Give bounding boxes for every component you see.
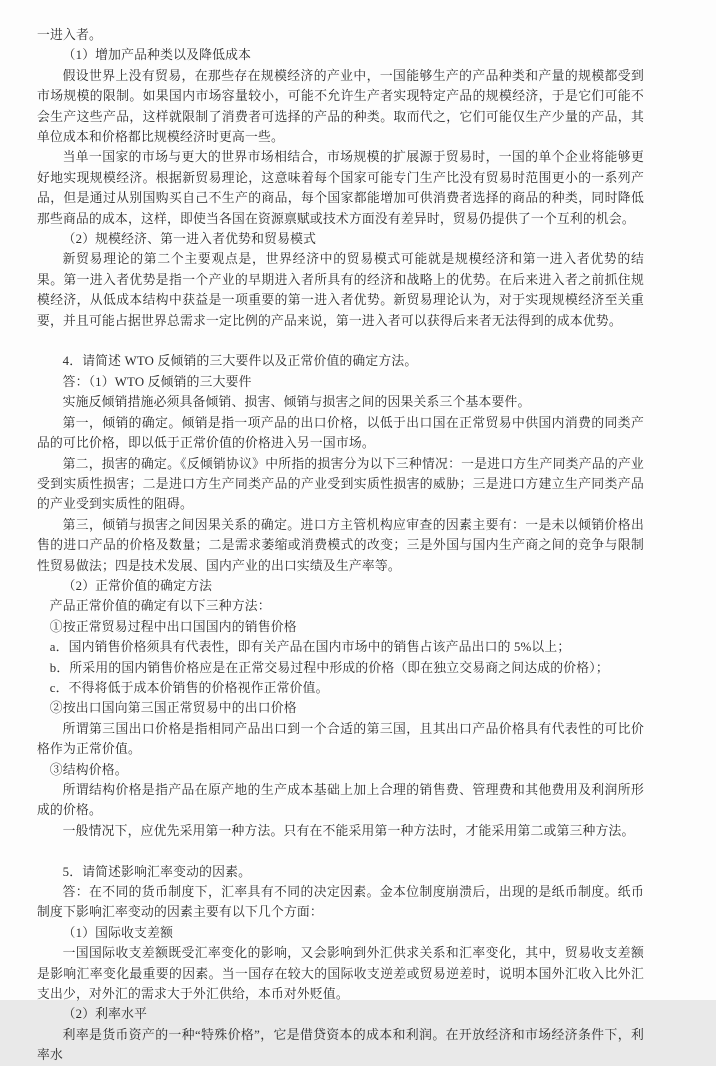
paragraph: 所谓第三国出口价格是指相同产品出口到一个合适的第三国，且其出口产品价格具有代表性的可比价格作为正常价值。: [37, 721, 644, 757]
list-item-a: a．国内销售价格须具有代表性，即有关产品在国内市场中的销售占该产品出口的 5%以上；: [49, 640, 571, 655]
subheading-1-add-variety-reduce-cost: （1）增加产品种类以及降低成本: [62, 48, 252, 63]
paragraph-last-clipped: 利率是货币资产的一种“特殊价格”，它是借贷资本的成本和利润。在开放经济和市场经济条件下，利率水: [37, 1027, 644, 1063]
section-gap: [37, 841, 644, 861]
paragraph: 当单一国家的市场与更大的世界市场相结合，市场规模的扩展源于贸易时，一国的单个企业将能够更好地实现规模经济。根据新贸易理论，这意味着每个国家可能专门生产比没有贸易时范围更小的一系列产品，但是通过从别国购买自己不生产的商品，每个国家都能增加可供消费者选择的商品的种类，同时降低那些商品的成本，这样，即使当各国在资源禀赋或技术方面没有差异时，贸易仍提供了一个互利的机会。: [37, 150, 644, 226]
question-4-title: 4．请简述 WTO 反倾销的三大要件以及正常价值的确定方法。: [62, 354, 418, 369]
list-item-method-3: ③结构价格。: [49, 762, 128, 777]
list-item-c: c．不得将低于成本价销售的价格视作正常价值。: [49, 680, 329, 695]
paragraph: 一般情况下，应优先采用第一种方法。只有在不能采用第一种方法时，才能采用第二或第三种方法。: [62, 823, 635, 838]
paragraph: 新贸易理论的第二个主要观点是，世界经济中的贸易模式可能就是规模经济和第一进入者优势的结果。第一进入者优势是指一个产业的早期进入者所具有的经济和战略上的优势。在后来进入者之前抓住规模经济，从低成本结构中获益是一项重要的第一进入者优势。新贸易理论认为，对于实现规模经济至关重要，并且可能占据世界总需求一定比例的产品来说，第一进入者可以获得后来者无法得到的成本优势。: [37, 252, 644, 328]
paragraph: 答：在不同的货币制度下，汇率具有不同的决定因素。金本位制度崩溃后，出现的是纸币制度。纸币制度下影响汇率变动的因素主要有以下几个方面：: [37, 885, 644, 920]
subheading-2-scale-economies-first-mover: （2）规模经济、第一进入者优势和贸易模式: [62, 232, 317, 247]
paragraph: 实施反倾销措施必须具备倾销、损害、倾销与损害之间的因果关系三个基本要件。: [62, 395, 531, 410]
section-gap: [37, 331, 644, 351]
subheading-normal-value-methods: （2）正常价值的确定方法: [62, 578, 213, 593]
paragraph: 所谓结构价格是指产品在原产地的生产成本基础上加上合理的销售费、管理费和其他费用及利润所形成的价格。: [37, 783, 644, 818]
paragraph: 第一，倾销的确定。倾销是指一项产品的出口价格，以低于出口国在正常贸易中供国内消费的同类产品的可比价格，即以低于正常价值的价格进入另一国市场。: [37, 415, 644, 451]
answer-4-heading: 答：（1）WTO 反倾销的三大要件: [62, 374, 252, 389]
paragraph: 一国国际收支差额既受汇率变化的影响，又会影响到外汇供求关系和汇率变化，其中，贸易收支差额是影响汇率变化最重要的因素。当一国存在较大的国际收支逆差或贸易逆差时，说明本国外汇收入比外汇支出少，对外汇的需求大于外汇供给，本币对外贬值。: [37, 946, 644, 1002]
subheading-balance-of-payments: （1）国际收支差额: [62, 925, 174, 940]
paragraph: 假设世界上没有贸易，在那些存在规模经济的产业中，一国能够生产的产品种类和产量的规模都受到市场规模的限制。如果国内市场容量较小，可能不允许生产者实现特定产品的规模经济，于是它们可能不会生产这些产品，这样就限制了消费者可选择的产品的种类。取而代之，它们可能仅生产少量的产品，其单位成本和价格都比规模经济时更高一些。: [37, 68, 644, 145]
list-item-b: b．所采用的国内销售价格应是在正常交易过程中形成的价格（即在独立交易商之间达成的价格）；: [49, 660, 609, 675]
question-5-title: 5．请简述影响汇率变动的因素。: [62, 864, 252, 879]
paragraph: 第三，倾销与损害之间因果关系的确定。进口方主管机构应审查的因素主要有：一是未以倾销价格出售的进口产品的价格及数量；二是需求萎缩或消费模式的改变；三是外国与国内生产商之间的竞争与限制性贸易做法；四是技术发展、国内产业的出口实绩及生产率等。: [37, 517, 644, 573]
subheading-interest-rate-level: （2）利率水平: [62, 1007, 148, 1022]
paragraph-continuation: 一进入者。: [37, 28, 102, 42]
list-item-method-1: ①按正常贸易过程中出口国国内的销售价格: [49, 619, 297, 634]
paragraph: 产品正常价值的确定有以下三种方法：: [49, 599, 271, 614]
list-item-method-2: ②按出口国向第三国正常贸易中的出口价格: [49, 701, 297, 716]
paragraph: 第二，损害的确定。《反倾销协议》中所指的损害分为以下三种情况：一是进口方生产同类产品的产业受到实质性损害；二是进口方生产同类产品的产业受到实质性损害的威胁；三是进口方建立生产同类产品的产业受到实质性的阻碍。: [37, 456, 644, 512]
